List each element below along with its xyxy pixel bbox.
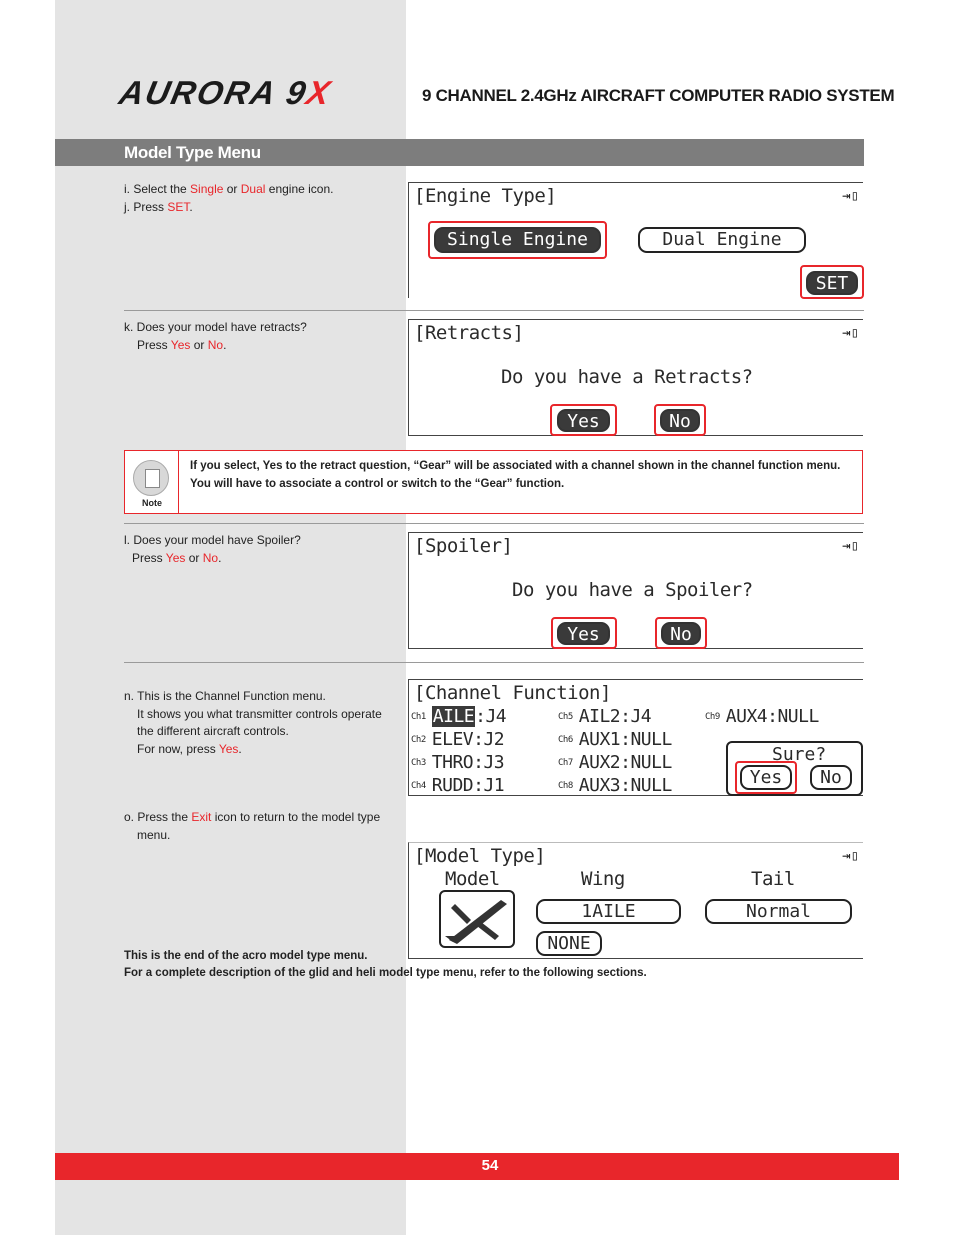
spoiler-question: Do you have a Spoiler? [512, 579, 753, 601]
single-engine-button[interactable]: Single Engine [434, 227, 601, 253]
channel-row[interactable]: Ch9 AUX4:NULL [705, 706, 819, 727]
retracts-screen [408, 319, 863, 436]
note-box [124, 450, 863, 514]
aurora-logo: AURORA 9X [116, 74, 336, 111]
page-number: 54 [481, 1157, 499, 1174]
end-note: This is the end of the acro model type menu. For a complete description of the glid and heli model type menu, refer to the following sections. [124, 950, 647, 979]
channel-row[interactable]: Ch5 AIL2:J4 [558, 706, 652, 727]
airplane-icon[interactable] [439, 890, 515, 948]
wing-label: Wing [581, 868, 625, 890]
section-header [55, 139, 864, 166]
divider [124, 523, 864, 524]
screen-title: [Model Type] [414, 845, 546, 867]
note-text: If you select, Yes to the retract question, “Gear” will be associated with a channel shown in the channel function menu. You will have to associate a control or switch to the “Gear” function. [190, 460, 841, 490]
exit-icon[interactable]: ⇥▯ [842, 538, 859, 554]
step-l: l. Does your model have Spoiler? Press Yes or No. [124, 533, 301, 565]
step-o: o. Press the Exit icon to return to the model type menu. [124, 810, 381, 842]
divider [124, 662, 864, 663]
yes-button[interactable]: Yes [740, 765, 792, 790]
step-i-j: i. Select the Single or Dual engine icon. j. Press SET. [124, 182, 334, 214]
channel-row[interactable]: Ch2 ELEV:J2 [411, 729, 505, 750]
model-type-screen [408, 842, 863, 959]
engine-type-screen [408, 182, 863, 298]
yes-button[interactable]: Yes [557, 409, 610, 432]
screen-title: [Retracts] [414, 322, 524, 344]
divider [124, 310, 864, 311]
channel-row[interactable]: Ch3 THRO:J3 [411, 752, 505, 773]
yes-button[interactable]: Yes [557, 622, 610, 645]
confirm-dialog [726, 741, 863, 796]
channel-row[interactable]: Ch7 AUX2:NULL [558, 752, 672, 773]
tail-label: Tail [751, 868, 795, 890]
screen-title: [Channel Function] [414, 682, 611, 704]
footer-bar [55, 1153, 899, 1180]
step-k: k. Does your model have retracts? Press Yes or No. [124, 320, 307, 352]
channel-row[interactable]: Ch1 AILE:J4 [411, 706, 507, 727]
sure-label: Sure? [772, 744, 827, 765]
channel-row[interactable]: Ch4 RUDD:J1 [411, 775, 505, 796]
note-icon [133, 460, 169, 496]
none-button[interactable]: NONE [536, 931, 602, 956]
document-title: 9 CHANNEL 2.4GHz AIRCRAFT COMPUTER RADIO SYSTEM [422, 86, 895, 105]
no-button[interactable]: No [660, 409, 700, 432]
screen-title: [Engine Type] [414, 185, 557, 207]
exit-icon[interactable]: ⇥▯ [842, 325, 859, 341]
channel-row[interactable]: Ch6 AUX1:NULL [558, 729, 672, 750]
note-label: Note [142, 498, 162, 508]
exit-icon[interactable]: ⇥▯ [842, 848, 859, 864]
exit-icon[interactable]: ⇥▯ [842, 188, 859, 204]
model-label: Model [445, 868, 500, 890]
screen-title: [Spoiler] [414, 535, 513, 557]
retracts-question: Do you have a Retracts? [501, 366, 753, 388]
wing-type-button[interactable]: 1AILE [536, 899, 681, 924]
spoiler-screen [408, 532, 863, 649]
channel-row[interactable]: Ch8 AUX3:NULL [558, 775, 672, 796]
dual-engine-button[interactable]: Dual Engine [638, 227, 806, 253]
section-title: Model Type Menu [124, 143, 261, 162]
set-button[interactable]: SET [806, 271, 858, 295]
channel-function-screen [408, 679, 863, 796]
tail-type-button[interactable]: Normal [705, 899, 852, 924]
no-button[interactable]: No [661, 622, 701, 645]
note-icon-cell [125, 451, 179, 513]
no-button[interactable]: No [810, 765, 852, 790]
step-n: n. This is the Channel Function menu. It shows you what transmitter controls operate the different aircraft controls. For now, press Yes. [124, 689, 382, 756]
